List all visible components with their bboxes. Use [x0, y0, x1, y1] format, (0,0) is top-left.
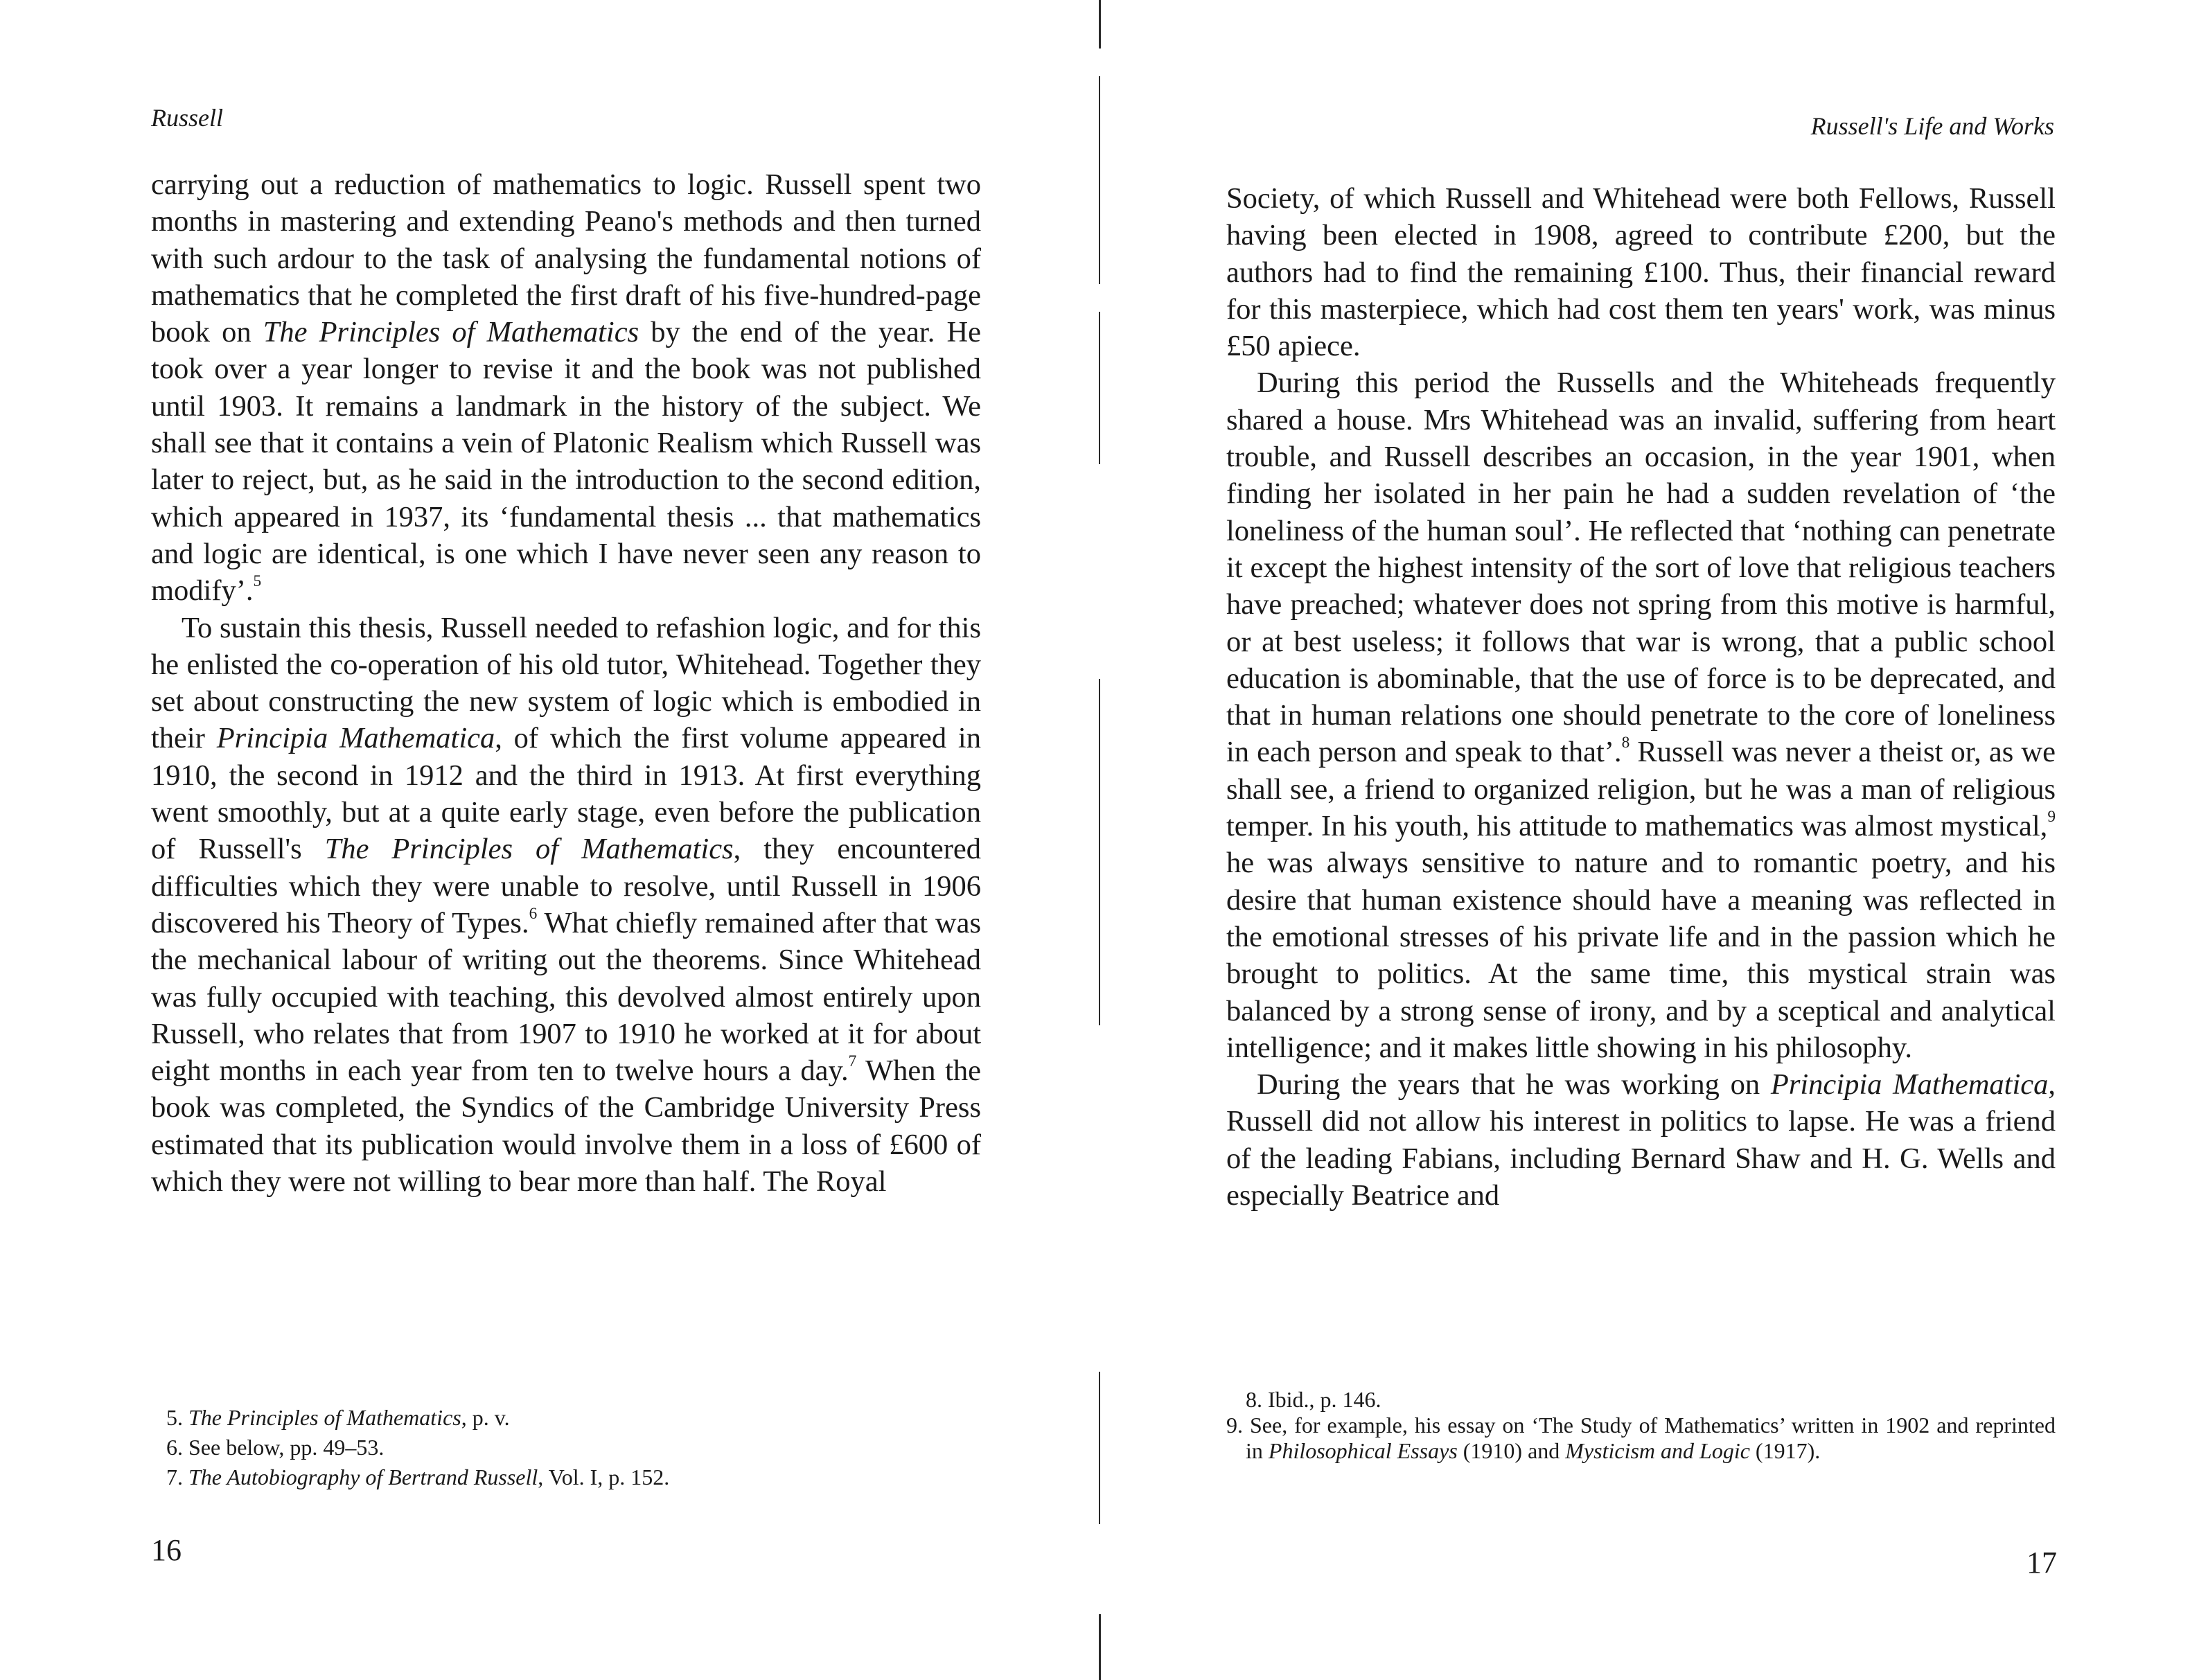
italic-title: The Autobiography of Bertrand Russell	[188, 1465, 538, 1489]
running-head-left: Russell	[151, 104, 223, 132]
italic-title: Principia Mathematica	[1770, 1068, 2049, 1102]
text-run: When the book was completed, the Syndics of the Cambridge University Press estimated that its publication would involve them in a loss of £600 of which they were not willing to bear more than half. The Royal	[151, 1054, 981, 1199]
italic-title: The Principles of Mathematics	[263, 316, 639, 349]
text-run: , p. v.	[461, 1405, 510, 1430]
paragraph	[151, 610, 981, 1201]
body-text-right	[1226, 180, 2056, 1214]
text-run: During this period the Russells and the Whiteheads frequently shared a house. Mrs Whitehead was an invalid, suffering from heart trouble, and Russell describes an occasion, in the year 1901, when finding her isolated in her pain he had a sudden revelation of ‘the loneliness of the human soul’. He reflected that ‘nothing can penetrate it except the highest intensity of the sort of love that religious teachers have preached; whatever does not spring from this motive is harmful, or at best useless; it follows that war is wrong, that a public school education is abominable, that the use of force is to be deprecated, and that in human relations one should penetrate to the core of loneliness in each person and speak to that’.	[1226, 366, 2056, 769]
footnote	[166, 1435, 977, 1460]
footnote	[166, 1465, 977, 1490]
text-run: (1910) and	[1457, 1438, 1566, 1463]
text-run: 5.	[166, 1405, 188, 1430]
note-reference: 5	[253, 572, 262, 591]
text-run: What chiefly remained after that was the mechanical labour of writing out the theorems. Since Whitehead was fully occupied with teaching, this devolved almost entirely upon Russell, who relates that from 1907 to 1910 he worked at it for about eight months in each year from ten to twelve hours a day.	[151, 906, 981, 1088]
paragraph	[1226, 180, 2056, 364]
text-run: by the end of the year. He took over a year longer to revise it and the book was not published until 1903. It remains a landmark in the history of the subject. We shall see that it contains a vein of Platonic Realism which Russell was later to reject, but, as he said in the introduction to the second edition, which appeared in 1937, its ‘fundamental thesis ... that mathematics and logic are identical, is one which I have never seen any reason to modify’.	[151, 316, 982, 608]
italic-title: The Principles of Mathematics	[324, 833, 734, 866]
running-head-right: Russell's Life and Works	[1810, 112, 2054, 140]
text-run: (1917).	[1749, 1438, 1821, 1463]
note-reference: 7	[848, 1052, 857, 1071]
note-reference: 9	[2047, 808, 2056, 826]
text-run: , Vol. I, p. 152.	[538, 1465, 670, 1489]
text-run: 8. Ibid., p. 146.	[1246, 1387, 1381, 1412]
footnotes-left	[166, 1405, 977, 1494]
italic-title: Mysticism and Logic	[1565, 1438, 1750, 1463]
italic-title: Philosophical Essays	[1268, 1438, 1458, 1463]
paragraph	[1226, 1066, 2056, 1214]
text-run: 9. See, for example, his essay on ‘The Study of Mathematics’ written in 1902 and reprinted in	[1226, 1413, 2056, 1463]
text-run: To sustain this thesis, Russell needed to refashion logic, and for this he enlisted the co-operation of his old tutor, Whitehead. Together they set about constructing the new system of logic which is embodied in their	[151, 611, 981, 755]
text-run: , Russell did not allow his interest in politics to lapse. He was a friend of the leading Fabians, including Bernard Shaw and H. G. Wells and especially Beatrice and	[1226, 1068, 2056, 1212]
paragraph	[151, 166, 981, 610]
text-run: Society, of which Russell and Whitehead were both Fellows, Russell having been elected in 1908, agreed to contribute £200, but the authors had to find the remaining £100. Thus, their financial reward for this masterpiece, which had cost them ten years' work, was minus £50 apiece.	[1226, 182, 2056, 363]
text-run: , they encountered difficulties which they were unable to resolve, until Russell in 1906 discovered his Theory of Types.	[151, 833, 981, 939]
page-number-left: 16	[151, 1533, 182, 1567]
left-page	[0, 0, 1102, 1680]
italic-title: The Principles of Mathematics	[188, 1405, 461, 1430]
text-run: carrying out a reduction of mathematics to logic. Russell spent two months in mastering and extending Peano's methods and then turned with such ardour to the task of analysing the fundamental notions of mathematics that he completed the first draft of his five-hundred-page book on	[151, 168, 981, 349]
paragraph	[1226, 364, 2056, 1066]
text-run: he was always sensitive to nature and to romantic poetry, and his desire that human existence should have a meaning was reflected in the emotional stresses of his private life and in the passion which he brought to politics. At the same time, this mystical strain was balanced by a strong sense of irony, and by a sceptical and analytical intelligence; and it makes little showing in his philosophy.	[1226, 847, 2056, 1064]
note-reference: 6	[529, 905, 538, 923]
page-number-right: 17	[2026, 1546, 2057, 1580]
footnotes-right	[1226, 1387, 2056, 1464]
text-run: , of which the first volume appeared in 1910, the second in 1912 and the third in 1913. At first everything went smoothly, but at a quite early stage, even before the publication of Russell's	[151, 722, 981, 866]
note-reference: 8	[1621, 734, 1630, 752]
footnote	[166, 1405, 977, 1431]
text-run: Russell was never a theist or, as we shall see, a friend to organized religion, but he was a man of religious temper. In his youth, his attitude to mathematics was almost mystical,	[1226, 736, 2056, 843]
text-run: During the years that he was working on	[1257, 1068, 1771, 1102]
right-page	[1102, 0, 2208, 1680]
text-run: 6. See below, pp. 49–53.	[166, 1435, 385, 1460]
footnote	[1226, 1413, 2056, 1464]
italic-title: Principia Mathematica	[216, 722, 495, 755]
text-run: 7.	[166, 1465, 188, 1489]
body-text-left	[151, 166, 981, 1200]
footnote	[1226, 1387, 2056, 1413]
